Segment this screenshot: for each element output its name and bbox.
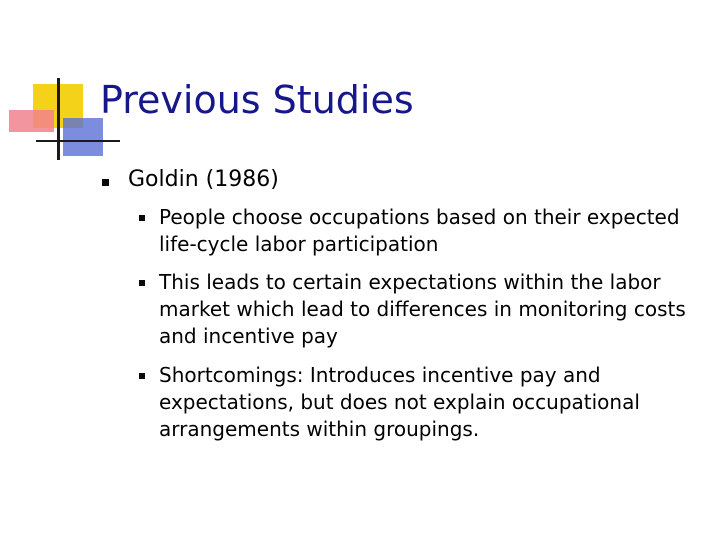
square-bullet-icon: [139, 215, 145, 221]
sub-bullet-item: This leads to certain expectations within the labor market which lead to differences in monitoring costs and incentive pay: [159, 270, 686, 348]
sub-bullet-item: People choose occupations based on their expected life-cycle labor participation: [159, 205, 680, 256]
square-bullet-icon: [102, 179, 109, 186]
sub-bullet-item: Shortcomings: Introduces incentive pay and expectations, but does not explain occupational arrangements within groupings.: [159, 363, 640, 441]
slide-title: Previous Studies: [100, 78, 414, 122]
square-bullet-icon: [139, 373, 145, 379]
bullet-level1-text: Goldin (1986): [128, 167, 279, 192]
square-bullet-icon: [139, 280, 145, 286]
